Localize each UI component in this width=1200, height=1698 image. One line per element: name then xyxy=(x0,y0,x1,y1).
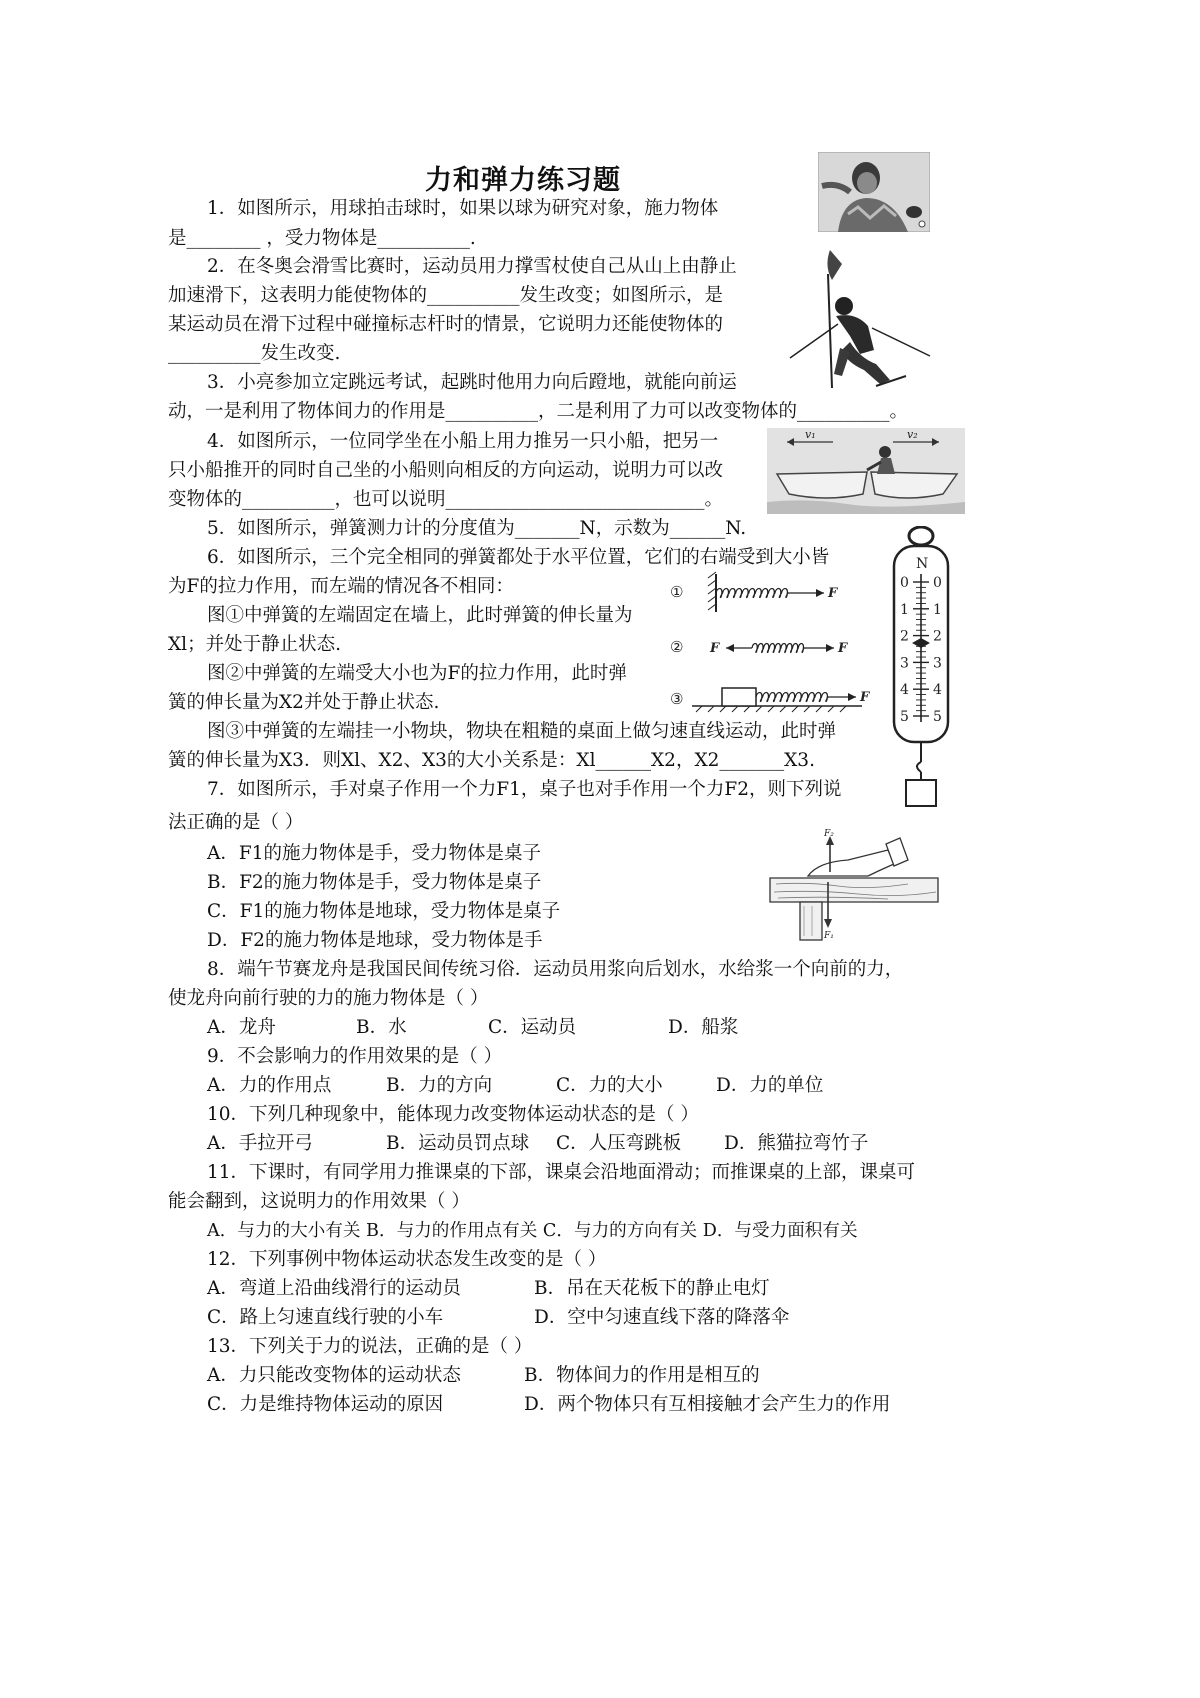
q12-option-a: A．弯道上沿曲线滑行的运动员 xyxy=(207,1278,461,1299)
scale-number-left: 2 xyxy=(900,628,909,645)
q4-line-2: 只小船推开的同时自己坐的小船则向相反的方向运动，说明力可以改 xyxy=(168,460,724,481)
scale-number-right: 4 xyxy=(933,682,942,699)
q7-option-a: A．F1的施力物体是手，受力物体是桌子 xyxy=(207,843,541,864)
q1-line-2: 是________ ，受力物体是__________. xyxy=(168,228,476,249)
q6-line-2: 为F的拉力作用，而左端的情况各不相同： xyxy=(168,576,514,597)
scale-number-left: 4 xyxy=(900,682,909,699)
q6-line-1: 6．如图所示，三个完全相同的弹簧都处于水平位置，它们的右端受到大小皆 xyxy=(207,547,830,568)
q10-option-c: C．人压弯跳板 xyxy=(556,1133,682,1154)
q6-line-6: 簧的伸长量为X2并处于静止状态. xyxy=(168,692,440,713)
block xyxy=(722,688,756,706)
scale-number-right: 2 xyxy=(933,628,942,645)
q8-line-1: 8．端午节赛龙舟是我国民间传统习俗．运动员用浆向后划水，水给浆一个向前的力， xyxy=(207,959,904,980)
q13-option-c: C．力是维持物体运动的原因 xyxy=(207,1394,444,1415)
q8-option-b: B．水 xyxy=(356,1017,407,1038)
q13-option-d: D．两个物体只有互相接触才会产生力的作用 xyxy=(524,1394,891,1415)
q10-line-1: 10．下列几种现象中，能体现力改变物体运动状态的是（ ） xyxy=(207,1104,699,1125)
q11-line-1: 11．下课时，有同学用力推课桌的下部，课桌会沿地面滑动；而推课桌的上部，课桌可 xyxy=(207,1162,916,1183)
q7-option-c: C．F1的施力物体是地球，受力物体是桌子 xyxy=(207,901,561,922)
force-label-1: F xyxy=(828,586,838,601)
spring-coil-1 xyxy=(716,589,788,598)
q4-line-3: 变物体的__________，也可以说明____________________________。 xyxy=(168,489,724,510)
q3-line-1: 3．小亮参加立定跳远考试，起跳时他用力向后蹬地，就能向前运 xyxy=(207,372,737,393)
q2-line-1: 2．在冬奥会滑雪比赛时，运动员用力撑雪杖使自己从山上由静止 xyxy=(207,256,737,277)
q9-line-1: 9．不会影响力的作用效果的是（ ） xyxy=(207,1046,503,1067)
spring-label-2: ② xyxy=(670,638,684,656)
q6-line-5: 图②中弹簧的左端受大小也为F的拉力作用，此时弹 xyxy=(207,663,627,684)
scale-number-right: 1 xyxy=(933,601,942,618)
scale-number-left: 0 xyxy=(900,575,909,591)
q6-line-7: 图③中弹簧的左端挂一小物块，物块在粗糙的桌面上做匀速直线运动，此时弹 xyxy=(207,721,837,742)
q13-option-a: A．力只能改变物体的运动状态 xyxy=(207,1365,461,1386)
spring-label-3: ③ xyxy=(670,690,684,708)
page-title: 力和弹力练习题 xyxy=(425,165,621,196)
q13-option-b: B．物体间力的作用是相互的 xyxy=(524,1365,760,1386)
table-tennis-photo xyxy=(818,152,930,232)
q10-option-b: B．运动员罚点球 xyxy=(386,1133,530,1154)
scale-number-left: 3 xyxy=(900,655,909,672)
q9-option-c: C．力的大小 xyxy=(556,1075,663,1096)
scale-unit-label: N xyxy=(916,556,929,572)
force-f2-label: F₂ xyxy=(824,829,834,839)
q6-line-8: 簧的伸长量为X3．则Xl、X2、X3的大小关系是：Xl______X2，X2_______X3. xyxy=(168,750,815,771)
q13-line-1: 13．下列关于力的说法，正确的是（ ） xyxy=(207,1336,533,1357)
q6-line-3: 图①中弹簧的左端固定在墙上，此时弹簧的伸长量为 xyxy=(207,605,633,626)
q6-line-4: Xl；并处于静止状态. xyxy=(168,634,341,655)
spring-scale-figure xyxy=(886,526,956,808)
skier-figure xyxy=(780,246,945,396)
springs-figure xyxy=(668,566,878,714)
q5-line-1: 5．如图所示，弹簧测力计的分度值为_______N，示数为______N. xyxy=(207,518,747,539)
q8-line-2: 使龙舟向前行驶的力的施力物体是（ ） xyxy=(168,988,489,1009)
q9-option-a: A．力的作用点 xyxy=(207,1075,332,1096)
force-f1-label: F₁ xyxy=(824,931,834,941)
q9-option-d: D．力的单位 xyxy=(716,1075,824,1096)
q7-line-1: 7．如图所示，手对桌子作用一个力F1，桌子也对手作用一个力F2，则下列说 xyxy=(207,779,842,800)
force-label-2-left: F xyxy=(710,641,720,656)
q11-options: A．与力的大小有关 B．与力的作用点有关 C．与力的方向有关 D．与受力面积有关 xyxy=(207,1221,858,1241)
q7-option-b: B．F2的施力物体是手，受力物体是桌子 xyxy=(207,872,542,893)
q1-line-1: 1．如图所示，用球拍击球时，如果以球为研究对象，施力物体 xyxy=(207,198,719,219)
q8-option-d: D．船浆 xyxy=(668,1017,739,1038)
scale-number-right: 5 xyxy=(933,709,942,725)
q2-line-2: 加速滑下，这表明力能使物体的__________发生改变；如图所示，是 xyxy=(168,285,724,306)
spring-coil-3 xyxy=(756,693,828,702)
boat-velocity-2-label: v₂ xyxy=(907,428,918,441)
q4-line-1: 4．如图所示，一位同学坐在小船上用力推另一只小船，把另一 xyxy=(207,431,719,452)
spring-coil-2 xyxy=(752,644,804,653)
force-label-3: F xyxy=(860,690,870,705)
q7-line-2: 法正确的是（ ） xyxy=(168,812,304,833)
q11-line-2: 能会翻到，这说明力的作用效果（ ） xyxy=(168,1191,470,1212)
q8-option-a: A．龙舟 xyxy=(207,1017,276,1038)
hand-table-figure xyxy=(768,826,940,942)
q9-option-b: B．力的方向 xyxy=(386,1075,493,1096)
q12-option-b: B．吊在天花板下的静止电灯 xyxy=(534,1278,770,1299)
q12-line-1: 12．下列事例中物体运动状态发生改变的是（ ） xyxy=(207,1249,607,1270)
q8-option-c: C．运动员 xyxy=(488,1017,577,1038)
q2-line-3: 某运动员在滑下过程中碰撞标志杆时的情景，它说明力还能使物体的 xyxy=(168,314,724,335)
boat-velocity-1-label: v₁ xyxy=(805,428,816,441)
q3-line-2: 动，一是利用了物体间力的作用是__________，二是利用了力可以改变物体的__________。 xyxy=(168,401,909,422)
boats-figure xyxy=(767,428,965,514)
q12-option-d: D．空中匀速直线下落的降落伞 xyxy=(534,1307,790,1328)
q12-option-c: C．路上匀速直线行驶的小车 xyxy=(207,1307,444,1328)
weight-block xyxy=(906,780,936,806)
q7-option-d: D．F2的施力物体是地球，受力物体是手 xyxy=(207,930,543,951)
scale-number-left: 5 xyxy=(900,709,909,725)
spring-label-1: ① xyxy=(670,583,684,601)
scale-number-left: 1 xyxy=(900,601,909,618)
scale-number-right: 3 xyxy=(933,655,942,672)
q10-option-a: A．手拉开弓 xyxy=(207,1133,313,1154)
force-label-2-right: F xyxy=(838,641,848,656)
q10-option-d: D．熊猫拉弯竹子 xyxy=(724,1133,869,1154)
q2-line-4: __________发生改变. xyxy=(168,343,341,364)
scale-number-right: 0 xyxy=(933,575,942,591)
